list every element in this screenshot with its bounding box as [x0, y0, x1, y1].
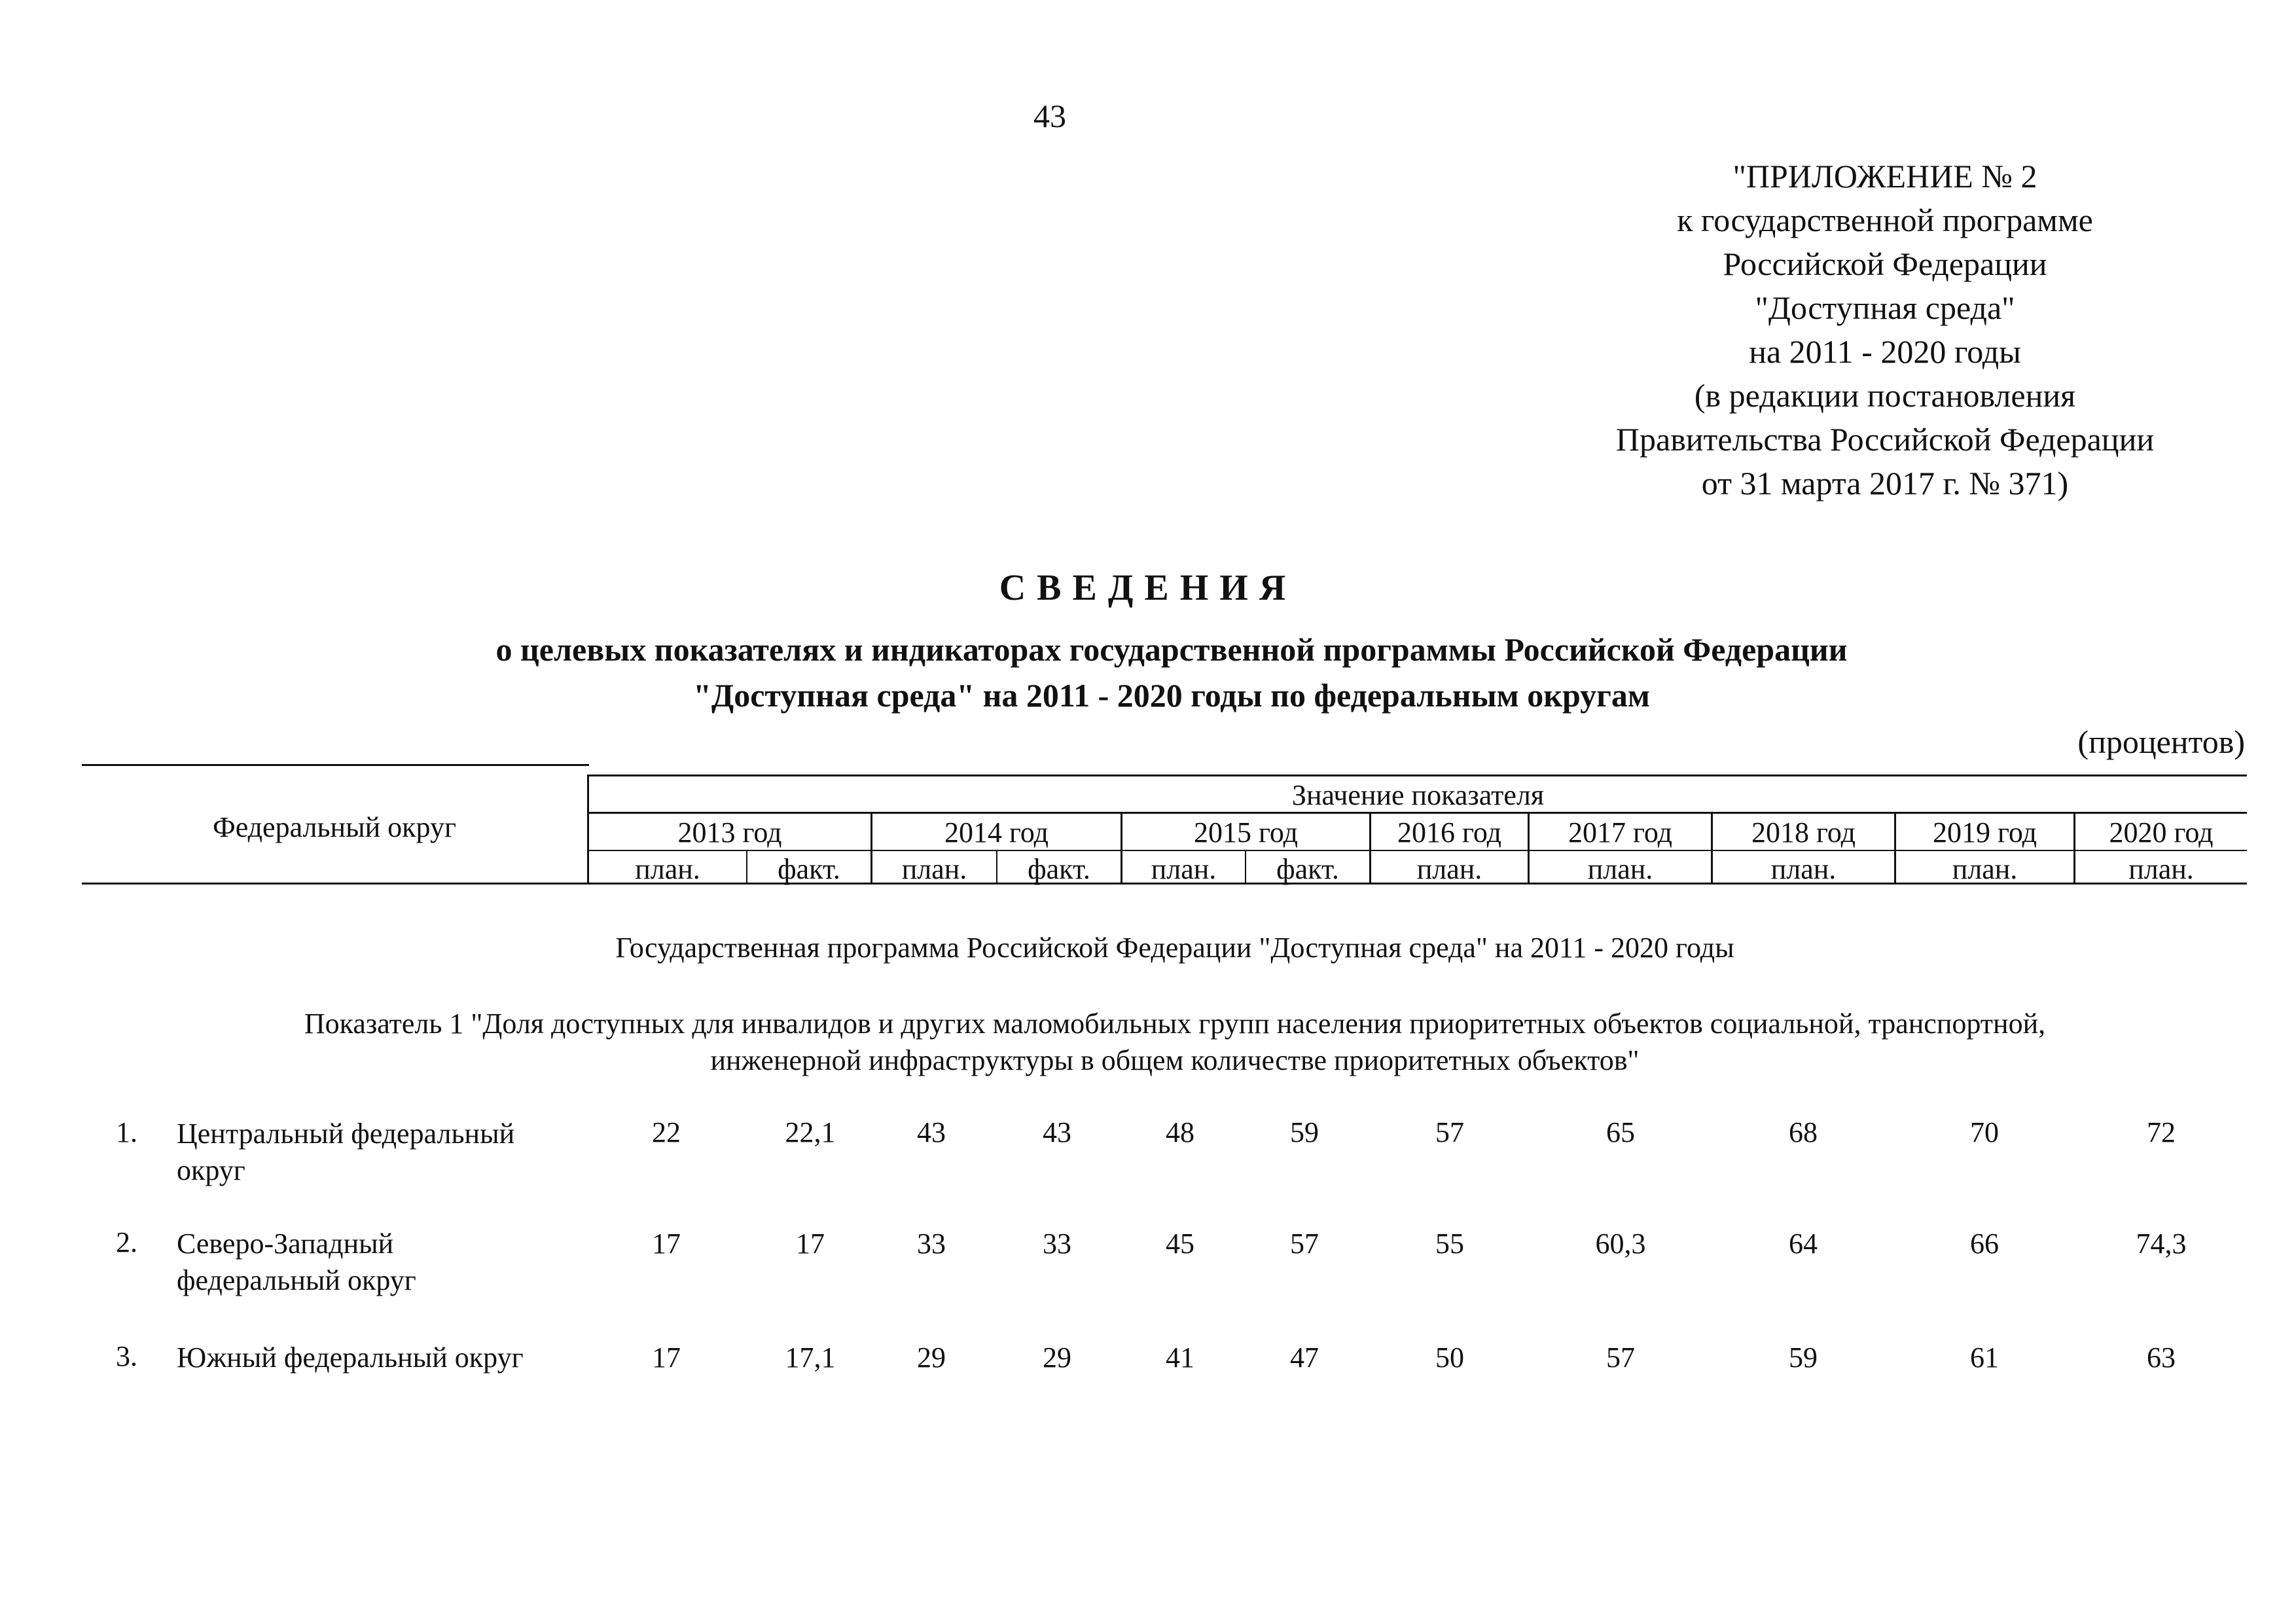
- plan-subheader: план.: [2128, 853, 2194, 885]
- plan-subheader: план.: [1770, 853, 1837, 885]
- value-cell: 70: [1970, 1116, 1999, 1148]
- value-cell: 57: [1290, 1228, 1319, 1260]
- value-cell: 57: [1606, 1341, 1635, 1374]
- value-cell: 45: [1166, 1228, 1194, 1260]
- appendix-line: Российской Федерации: [1723, 246, 2047, 282]
- row-number: 3.: [116, 1340, 137, 1372]
- year-header: 2015 год: [1193, 816, 1299, 848]
- value-cell: 74,3: [2136, 1228, 2187, 1260]
- value-cell: 17: [652, 1228, 681, 1260]
- indicator-title-line: Показатель 1 "Доля доступных для инвалидов и других маломобильных групп населения приоритетных объектов социальной, транспортной,: [304, 1008, 2046, 1040]
- value-cell: 64: [1789, 1228, 1818, 1260]
- plan-subheader: план.: [635, 853, 700, 885]
- district-name: [177, 1116, 596, 1189]
- appendix-line: от 31 марта 2017 г. № 371): [1701, 465, 2069, 501]
- table-top-rule: [82, 764, 589, 766]
- year-header: 2016 год: [1397, 816, 1502, 848]
- plan-subheader: план.: [1952, 853, 2018, 885]
- value-cell: 50: [1435, 1341, 1464, 1374]
- value-cell: 72: [2147, 1116, 2176, 1148]
- district-name-line: Южный федеральный округ: [177, 1341, 524, 1374]
- fact-subheader: факт.: [1028, 853, 1090, 885]
- district-name-line: Северо-Западный: [177, 1228, 394, 1260]
- year-header: 2019 год: [1932, 816, 2037, 848]
- document-subtitle: [196, 627, 2147, 718]
- table-top-rule: [587, 775, 2247, 776]
- subtitle-line: о целевых показателях и индикаторах государственной программы Российской Федерации: [495, 631, 1848, 668]
- value-header: Значение показателя: [1291, 779, 1545, 811]
- row-number: 1.: [116, 1116, 137, 1148]
- value-cell: 60,3: [1595, 1228, 1646, 1260]
- value-cell: 22,1: [785, 1116, 836, 1148]
- district-name-line: Центральный федеральный: [177, 1118, 515, 1150]
- value-cell: 17,1: [785, 1341, 836, 1374]
- value-cell: 29: [917, 1341, 946, 1374]
- fact-subheader: факт.: [1276, 853, 1339, 885]
- appendix-line: к государственной программе: [1677, 202, 2093, 238]
- value-cell: 55: [1435, 1228, 1464, 1260]
- document-title: СВЕДЕНИЯ: [999, 568, 1297, 608]
- value-cell: 43: [917, 1116, 946, 1148]
- year-header: 2014 год: [944, 816, 1049, 848]
- value-cell: 68: [1789, 1116, 1818, 1148]
- year-header: 2013 год: [677, 816, 782, 848]
- value-cell: 33: [917, 1228, 946, 1260]
- value-cell: 59: [1290, 1116, 1319, 1148]
- row-number: 2.: [116, 1226, 137, 1258]
- district-name: [177, 1340, 596, 1376]
- indicator-title: [118, 1006, 2232, 1079]
- value-cell: 17: [652, 1341, 681, 1374]
- appendix-line: на 2011 - 2020 годы: [1749, 333, 2021, 370]
- appendix-line: Правительства Российской Федерации: [1615, 421, 2155, 458]
- plan-subheader: план.: [1416, 853, 1482, 885]
- value-cell: 17: [796, 1228, 825, 1260]
- year-header: 2017 год: [1568, 816, 1673, 848]
- value-cell: 33: [1043, 1228, 1071, 1260]
- value-cell: 59: [1789, 1341, 1818, 1374]
- value-cell: 22: [652, 1116, 681, 1148]
- district-column-header: Федеральный округ: [212, 811, 457, 843]
- district-name-line: федеральный округ: [177, 1264, 416, 1296]
- value-cell: 61: [1970, 1341, 1999, 1374]
- years-rule: [587, 812, 2247, 814]
- fact-subheader: факт.: [778, 853, 840, 885]
- value-cell: 29: [1043, 1341, 1071, 1374]
- page-number: 43: [1033, 98, 1066, 134]
- value-cell: 48: [1166, 1116, 1194, 1148]
- plan-subheader: план.: [1151, 853, 1217, 885]
- appendix-line: "Доступная среда": [1755, 289, 2015, 326]
- value-cell: 57: [1435, 1116, 1464, 1148]
- appendix-block: [1571, 155, 2199, 505]
- subtitle-line: "Доступная среда" на 2011 - 2020 годы по федеральным округам: [693, 677, 1650, 714]
- indicator-title-line: инженерной инфраструктуры в общем количестве приоритетных объектов": [710, 1044, 1640, 1076]
- value-cell: 63: [2147, 1341, 2176, 1374]
- value-cell: 43: [1043, 1116, 1071, 1148]
- value-cell: 65: [1606, 1116, 1635, 1148]
- program-title: Государственная программа Российской Федерации "Доступная среда" на 2011 - 2020 годы: [615, 932, 1734, 964]
- value-cell: 41: [1166, 1341, 1194, 1374]
- value-cell: 66: [1970, 1228, 1999, 1260]
- plan-subheader: план.: [901, 853, 967, 885]
- year-header: 2018 год: [1751, 816, 1856, 848]
- district-name: [177, 1226, 596, 1299]
- subheader-rule: [587, 850, 2247, 851]
- year-header: 2020 год: [2109, 816, 2214, 848]
- appendix-line: "ПРИЛОЖЕНИЕ № 2: [1732, 158, 2037, 194]
- district-name-line: округ: [177, 1154, 245, 1186]
- plan-subheader: план.: [1587, 853, 1653, 885]
- value-cell: 47: [1290, 1341, 1319, 1374]
- unit-label: (процентов): [2077, 723, 2245, 760]
- appendix-line: (в редакции постановления: [1694, 377, 2076, 414]
